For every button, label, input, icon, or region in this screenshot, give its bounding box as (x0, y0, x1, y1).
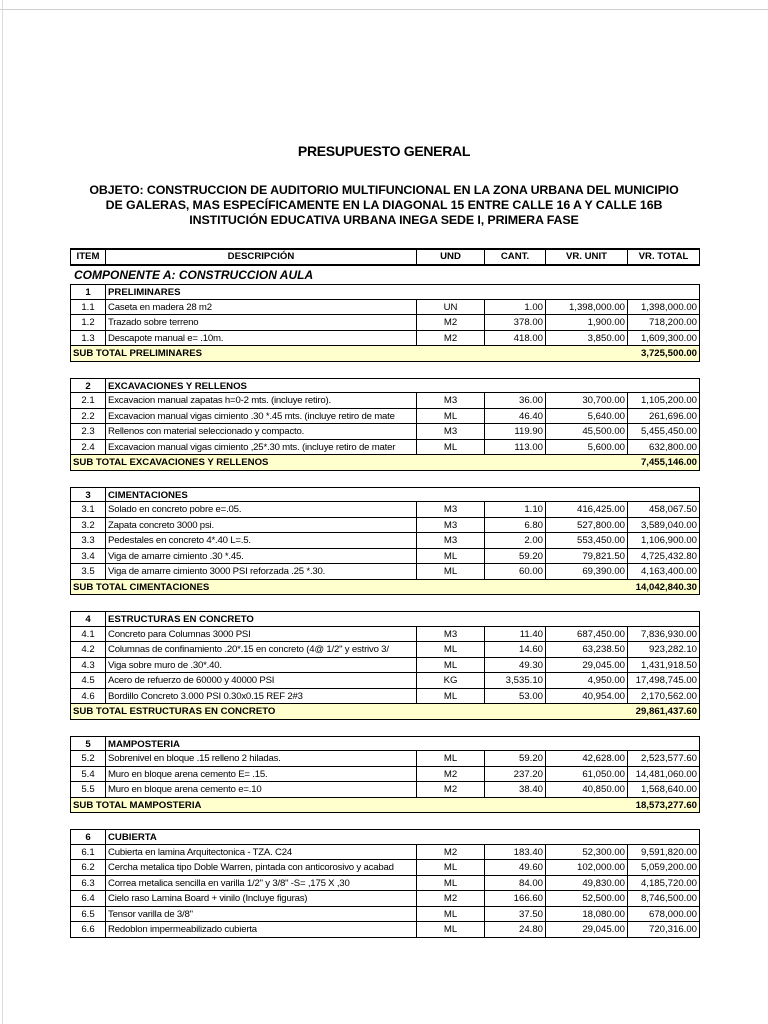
section-name: MAMPOSTERIA (108, 738, 180, 750)
cell-quantity: 60.00 (485, 564, 546, 579)
table-row (70, 518, 700, 534)
cell-total-value: 678,000.00 (628, 907, 700, 922)
table-row (70, 440, 700, 456)
cell-quantity: 59.20 (485, 751, 546, 766)
cell-item: 3.5 (70, 564, 106, 579)
cell-total-value: 14,481,060.00 (628, 767, 700, 782)
cell-item: 3.3 (70, 533, 106, 548)
cell-unit-value: 69,390.00 (546, 564, 628, 579)
section-number: 6 (70, 830, 106, 844)
cell-item: 5.5 (70, 782, 106, 797)
cell-item: 6.6 (70, 922, 106, 937)
cell-unit: ML (417, 751, 485, 766)
section-header-blank (628, 379, 700, 393)
section-header-blank (485, 830, 546, 844)
cell-item: 5.2 (70, 751, 106, 766)
table-row (70, 860, 700, 876)
cell-total-value: 2,170,562.00 (628, 689, 700, 704)
cell-item: 6.2 (70, 860, 106, 875)
cell-unit: ML (417, 564, 485, 579)
cell-quantity: 237.20 (485, 767, 546, 782)
section-spacer (70, 720, 700, 736)
subtotal-value: 7,455,146.00 (606, 455, 700, 470)
cell-description: Pedestales en concreto 4*.40 L=.5. (106, 533, 417, 548)
cell-description: Muro en bloque arena cemento e=.10 (106, 782, 417, 797)
cell-unit-value: 52,300.00 (546, 845, 628, 860)
cell-description: Sobrenivel en bloque .15 relleno 2 hiladas. (106, 751, 417, 766)
table-row (70, 502, 700, 518)
section-header-blank (417, 737, 485, 751)
section-header-row (70, 378, 700, 394)
cell-unit: M3 (417, 502, 485, 517)
section-spacer (70, 362, 700, 378)
table-row (70, 315, 700, 331)
cell-quantity: 166.60 (485, 891, 546, 906)
cell-description: Viga sobre muro de .30*.40. (106, 658, 417, 673)
cell-description: Excavacion manual vigas cimiento ,25*.30 mts. (incluye retiro de mater (106, 440, 417, 455)
subtotal-label: SUB TOTAL ESTRUCTURAS EN CONCRETO (70, 704, 606, 719)
cell-description: Bordillo Concreto 3.000 PSI 0.30x0.15 REF 2#3 (106, 689, 417, 704)
cell-total-value: 923,282.10 (628, 642, 700, 657)
cell-total-value: 5,059,200.00 (628, 860, 700, 875)
table-row (70, 782, 700, 798)
section-header-blank (417, 285, 485, 299)
cell-unit: ML (417, 922, 485, 937)
subtotal-row (70, 580, 700, 596)
cell-unit: ML (417, 440, 485, 455)
cell-description: Excavacion manual vigas cimiento .30 *.45 mts. (incluye retiro de mate (106, 409, 417, 424)
cell-unit-value: 63,238.50 (546, 642, 628, 657)
cell-description: Acero de refuerzo de 60000 y 40000 PSI (106, 673, 417, 688)
cell-unit: M2 (417, 845, 485, 860)
section-number: 5 (70, 737, 106, 751)
cell-unit-value: 61,050.00 (546, 767, 628, 782)
cell-unit-value: 40,954.00 (546, 689, 628, 704)
cell-description: Viga de amarre cimiento 3000 PSI reforzada .25 *.30. (106, 564, 417, 579)
cell-quantity: 3,535.10 (485, 673, 546, 688)
cell-quantity: 37.50 (485, 907, 546, 922)
table-row (70, 658, 700, 674)
cell-quantity: 6.80 (485, 518, 546, 533)
cell-total-value: 261,696.00 (628, 409, 700, 424)
cell-total-value: 1,609,300.00 (628, 331, 700, 346)
section-number: 3 (70, 488, 106, 502)
cell-unit-value: 79,821.50 (546, 549, 628, 564)
subtotal-value: 18,573,277.60 (606, 798, 700, 813)
cell-quantity: 38.40 (485, 782, 546, 797)
header-quantity: CANT. (485, 250, 546, 264)
section-header-row (70, 736, 700, 752)
table-row (70, 627, 700, 643)
section-header-blank (546, 488, 628, 502)
cell-unit-value: 553,450.00 (546, 533, 628, 548)
cell-description: Correa metalica sencilla en varilla 1/2" y 3/8" -S= ,175 X ,30 (106, 876, 417, 891)
cell-description: Cercha metalica tipo Doble Warren, pintada con anticorosivo y acabad (106, 860, 417, 875)
cell-total-value: 1,568,640.00 (628, 782, 700, 797)
section-header-blank (546, 285, 628, 299)
cell-description: Redoblon impermeabilizado cubierta (106, 922, 417, 937)
cell-total-value: 8,746,500.00 (628, 891, 700, 906)
cell-item: 2.1 (70, 393, 106, 408)
cell-unit: M2 (417, 782, 485, 797)
table-row (70, 300, 700, 316)
cell-total-value: 4,725,432.80 (628, 549, 700, 564)
cell-item: 4.6 (70, 689, 106, 704)
cell-description: Zapata concreto 3000 psi. (106, 518, 417, 533)
cell-description: Trazado sobre terreno (106, 315, 417, 330)
cell-item: 4.2 (70, 642, 106, 657)
cell-total-value: 2,523,577.60 (628, 751, 700, 766)
cell-quantity: 36.00 (485, 393, 546, 408)
subtotal-row (70, 346, 700, 362)
cell-item: 3.4 (70, 549, 106, 564)
cell-description: Cielo raso Lamina Board + vinilo (Incluye figuras) (106, 891, 417, 906)
section-header-blank (417, 830, 485, 844)
table-row (70, 564, 700, 580)
section-header-blank (628, 612, 700, 626)
subtotal-value: 29,861,437.60 (606, 704, 700, 719)
sections-container (70, 284, 700, 938)
section-header-row (70, 611, 700, 627)
section-header-blank (485, 737, 546, 751)
cell-unit-value: 1,398,000.00 (546, 300, 628, 315)
cell-unit: ML (417, 658, 485, 673)
cell-item: 1.2 (70, 315, 106, 330)
section-name: ESTRUCTURAS EN CONCRETO (108, 614, 254, 625)
cell-unit: ML (417, 860, 485, 875)
header-total-value: VR. TOTAL (628, 250, 700, 264)
header-item: ITEM (70, 250, 106, 264)
table-row (70, 891, 700, 907)
subtotal-row (70, 798, 700, 814)
cell-quantity: 418.00 (485, 331, 546, 346)
cell-quantity: 183.40 (485, 845, 546, 860)
subtotal-label: SUB TOTAL MAMPOSTERIA (70, 798, 606, 813)
cell-unit: M2 (417, 891, 485, 906)
cell-total-value: 4,185,720.00 (628, 876, 700, 891)
cell-unit-value: 527,800.00 (546, 518, 628, 533)
cell-item: 3.1 (70, 502, 106, 517)
cell-total-value: 5,455,450.00 (628, 424, 700, 439)
cell-unit-value: 3,850.00 (546, 331, 628, 346)
cell-unit-value: 29,045.00 (546, 922, 628, 937)
cell-item: 1.1 (70, 300, 106, 315)
cell-item: 1.3 (70, 331, 106, 346)
cell-unit-value: 30,700.00 (546, 393, 628, 408)
section-number: 1 (70, 285, 106, 299)
cell-unit-value: 29,045.00 (546, 658, 628, 673)
cell-unit: M2 (417, 315, 485, 330)
cell-quantity: 84.00 (485, 876, 546, 891)
cell-quantity: 1.00 (485, 300, 546, 315)
cell-unit-value: 5,600.00 (546, 440, 628, 455)
cell-unit-value: 18,080.00 (546, 907, 628, 922)
cell-unit: M2 (417, 767, 485, 782)
cell-total-value: 1,106,900.00 (628, 533, 700, 548)
cell-unit: ML (417, 549, 485, 564)
cell-total-value: 1,398,000.00 (628, 300, 700, 315)
cell-unit-value: 102,000.00 (546, 860, 628, 875)
table-row (70, 922, 700, 938)
cell-description: Viga de amarre cimiento .30 *.45. (106, 549, 417, 564)
table-row (70, 393, 700, 409)
table-row (70, 907, 700, 923)
section-header-row (70, 829, 700, 845)
section-header-blank (546, 830, 628, 844)
cell-description: Tensor varilla de 3/8" (106, 907, 417, 922)
component-title: COMPONENTE A: CONSTRUCCION AULA (74, 268, 314, 282)
table-row (70, 689, 700, 705)
subtotal-label: SUB TOTAL CIMENTACIONES (70, 580, 606, 595)
cell-item: 4.3 (70, 658, 106, 673)
cell-description: Cubierta en lamina Arquitectonica - TZA. C24 (106, 845, 417, 860)
cell-unit-value: 42,628.00 (546, 751, 628, 766)
cell-total-value: 9,591,820.00 (628, 845, 700, 860)
table-row (70, 331, 700, 347)
cell-quantity: 2.00 (485, 533, 546, 548)
cell-item: 6.1 (70, 845, 106, 860)
cell-quantity: 11.40 (485, 627, 546, 642)
cell-quantity: 1.10 (485, 502, 546, 517)
cell-total-value: 458,067.50 (628, 502, 700, 517)
cell-unit: ML (417, 409, 485, 424)
cell-quantity: 119.90 (485, 424, 546, 439)
cell-item: 2.2 (70, 409, 106, 424)
cell-total-value: 1,105,200.00 (628, 393, 700, 408)
cell-description: Descapote manual e= .10m. (106, 331, 417, 346)
cell-unit: ML (417, 689, 485, 704)
cell-unit-value: 40,850.00 (546, 782, 628, 797)
cell-item: 6.3 (70, 876, 106, 891)
cell-description: Excavacion manual zapatas h=0-2 mts. (incluye retiro). (106, 393, 417, 408)
subtotal-label: SUB TOTAL PRELIMINARES (70, 346, 606, 361)
section-header-blank (417, 488, 485, 502)
cell-description: Muro en bloque arena cemento E= .15. (106, 767, 417, 782)
table-row (70, 642, 700, 658)
table-row (70, 533, 700, 549)
cell-description: Rellenos con material seleccionado y compacto. (106, 424, 417, 439)
section-header-blank (546, 379, 628, 393)
cell-unit: ML (417, 876, 485, 891)
budget-table (70, 248, 700, 938)
subtotal-row (70, 704, 700, 720)
table-row (70, 673, 700, 689)
cell-unit: M2 (417, 331, 485, 346)
cell-unit: UN (417, 300, 485, 315)
header-unit-value: VR. UNIT (546, 250, 628, 264)
cell-item: 6.4 (70, 891, 106, 906)
cell-unit: M3 (417, 627, 485, 642)
subtotal-row (70, 455, 700, 471)
section-header-row (70, 284, 700, 300)
subtotal-label: SUB TOTAL EXCAVACIONES Y RELLENOS (70, 455, 606, 470)
cell-unit: M3 (417, 393, 485, 408)
cell-unit-value: 45,500.00 (546, 424, 628, 439)
cell-unit-value: 687,450.00 (546, 627, 628, 642)
section-header-row (70, 487, 700, 503)
section-name: PRELIMINARES (108, 287, 181, 298)
cell-item: 6.5 (70, 907, 106, 922)
cell-quantity: 59.20 (485, 549, 546, 564)
section-number: 4 (70, 612, 106, 626)
section-spacer (70, 595, 700, 611)
section-spacer (70, 813, 700, 829)
table-row (70, 549, 700, 565)
cell-description: Caseta en madera 28 m2 (106, 300, 417, 315)
table-row (70, 767, 700, 783)
cell-unit-value: 4,950.00 (546, 673, 628, 688)
cell-unit: M3 (417, 533, 485, 548)
cell-unit-value: 5,640.00 (546, 409, 628, 424)
cell-quantity: 378.00 (485, 315, 546, 330)
cell-total-value: 7,836,930.00 (628, 627, 700, 642)
cell-total-value: 1,431,918.50 (628, 658, 700, 673)
section-name: CIMENTACIONES (108, 489, 188, 501)
cell-unit-value: 1,900.00 (546, 315, 628, 330)
cell-unit-value: 52,500.00 (546, 891, 628, 906)
cell-total-value: 632,800.00 (628, 440, 700, 455)
project-objective: OBJETO: CONSTRUCCION DE AUDITORIO MULTIFUNCIONAL EN LA ZONA URBANA DEL MUNICIPIO DE GALERAS, MAS ESPECÍFICAMENTE EN LA DIAGONAL 15 ENTRE CALLE 16 A Y CALLE 16B INSTITUCIÓN EDUCATIVA URBANA INEGA SEDE I, PRIMERA FASE (89, 183, 679, 227)
cell-item: 2.4 (70, 440, 106, 455)
cell-quantity: 49.30 (485, 658, 546, 673)
cell-unit: KG (417, 673, 485, 688)
section-header-blank (628, 830, 700, 844)
cell-unit: M3 (417, 424, 485, 439)
cell-description: Concreto para Columnas 3000 PSI (106, 627, 417, 642)
cell-quantity: 24.80 (485, 922, 546, 937)
section-name: EXCAVACIONES Y RELLENOS (108, 380, 247, 392)
section-header-blank (485, 488, 546, 502)
section-spacer (70, 471, 700, 487)
section-name: CUBIERTA (108, 832, 157, 843)
table-row (70, 751, 700, 767)
cell-description: Columnas de confinamiento .20*.15 en concreto (4@ 1/2" y estrivo 3/ (106, 642, 417, 657)
cell-quantity: 46.40 (485, 409, 546, 424)
cell-item: 4.1 (70, 627, 106, 642)
section-header-blank (628, 285, 700, 299)
section-header-blank (485, 285, 546, 299)
cell-quantity: 113.00 (485, 440, 546, 455)
cell-quantity: 14.60 (485, 642, 546, 657)
table-row (70, 845, 700, 861)
cell-unit: ML (417, 642, 485, 657)
cell-item: 5.4 (70, 767, 106, 782)
cell-total-value: 17,498,745.00 (628, 673, 700, 688)
cell-description: Solado en concreto pobre e=.05. (106, 502, 417, 517)
section-header-blank (546, 612, 628, 626)
cell-unit-value: 416,425.00 (546, 502, 628, 517)
subtotal-value: 14,042,840.30 (606, 580, 700, 595)
section-header-blank (417, 379, 485, 393)
cell-total-value: 718,200.00 (628, 315, 700, 330)
cell-total-value: 3,589,040.00 (628, 518, 700, 533)
page-top-border (0, 9, 768, 10)
cell-unit: ML (417, 907, 485, 922)
page-title: PRESUPUESTO GENERAL (297, 143, 471, 159)
cell-unit-value: 49,830.00 (546, 876, 628, 891)
table-row (70, 409, 700, 425)
cell-item: 2.3 (70, 424, 106, 439)
section-header-blank (546, 737, 628, 751)
subtotal-value: 3,725,500.00 (606, 346, 700, 361)
cell-quantity: 49.60 (485, 860, 546, 875)
section-number: 2 (70, 379, 106, 393)
cell-unit: M3 (417, 518, 485, 533)
section-header-blank (628, 488, 700, 502)
table-row (70, 876, 700, 892)
cell-item: 4.5 (70, 673, 106, 688)
cell-item: 3.2 (70, 518, 106, 533)
table-row (70, 424, 700, 440)
header-description: DESCRIPCIÓN (106, 250, 417, 264)
table-header-row (70, 248, 700, 266)
section-header-blank (417, 612, 485, 626)
header-unit: UND (417, 250, 485, 264)
section-header-blank (485, 612, 546, 626)
section-header-blank (485, 379, 546, 393)
cell-total-value: 4,163,400.00 (628, 564, 700, 579)
section-header-blank (628, 737, 700, 751)
cell-total-value: 720,316.00 (628, 922, 700, 937)
cell-quantity: 53.00 (485, 689, 546, 704)
